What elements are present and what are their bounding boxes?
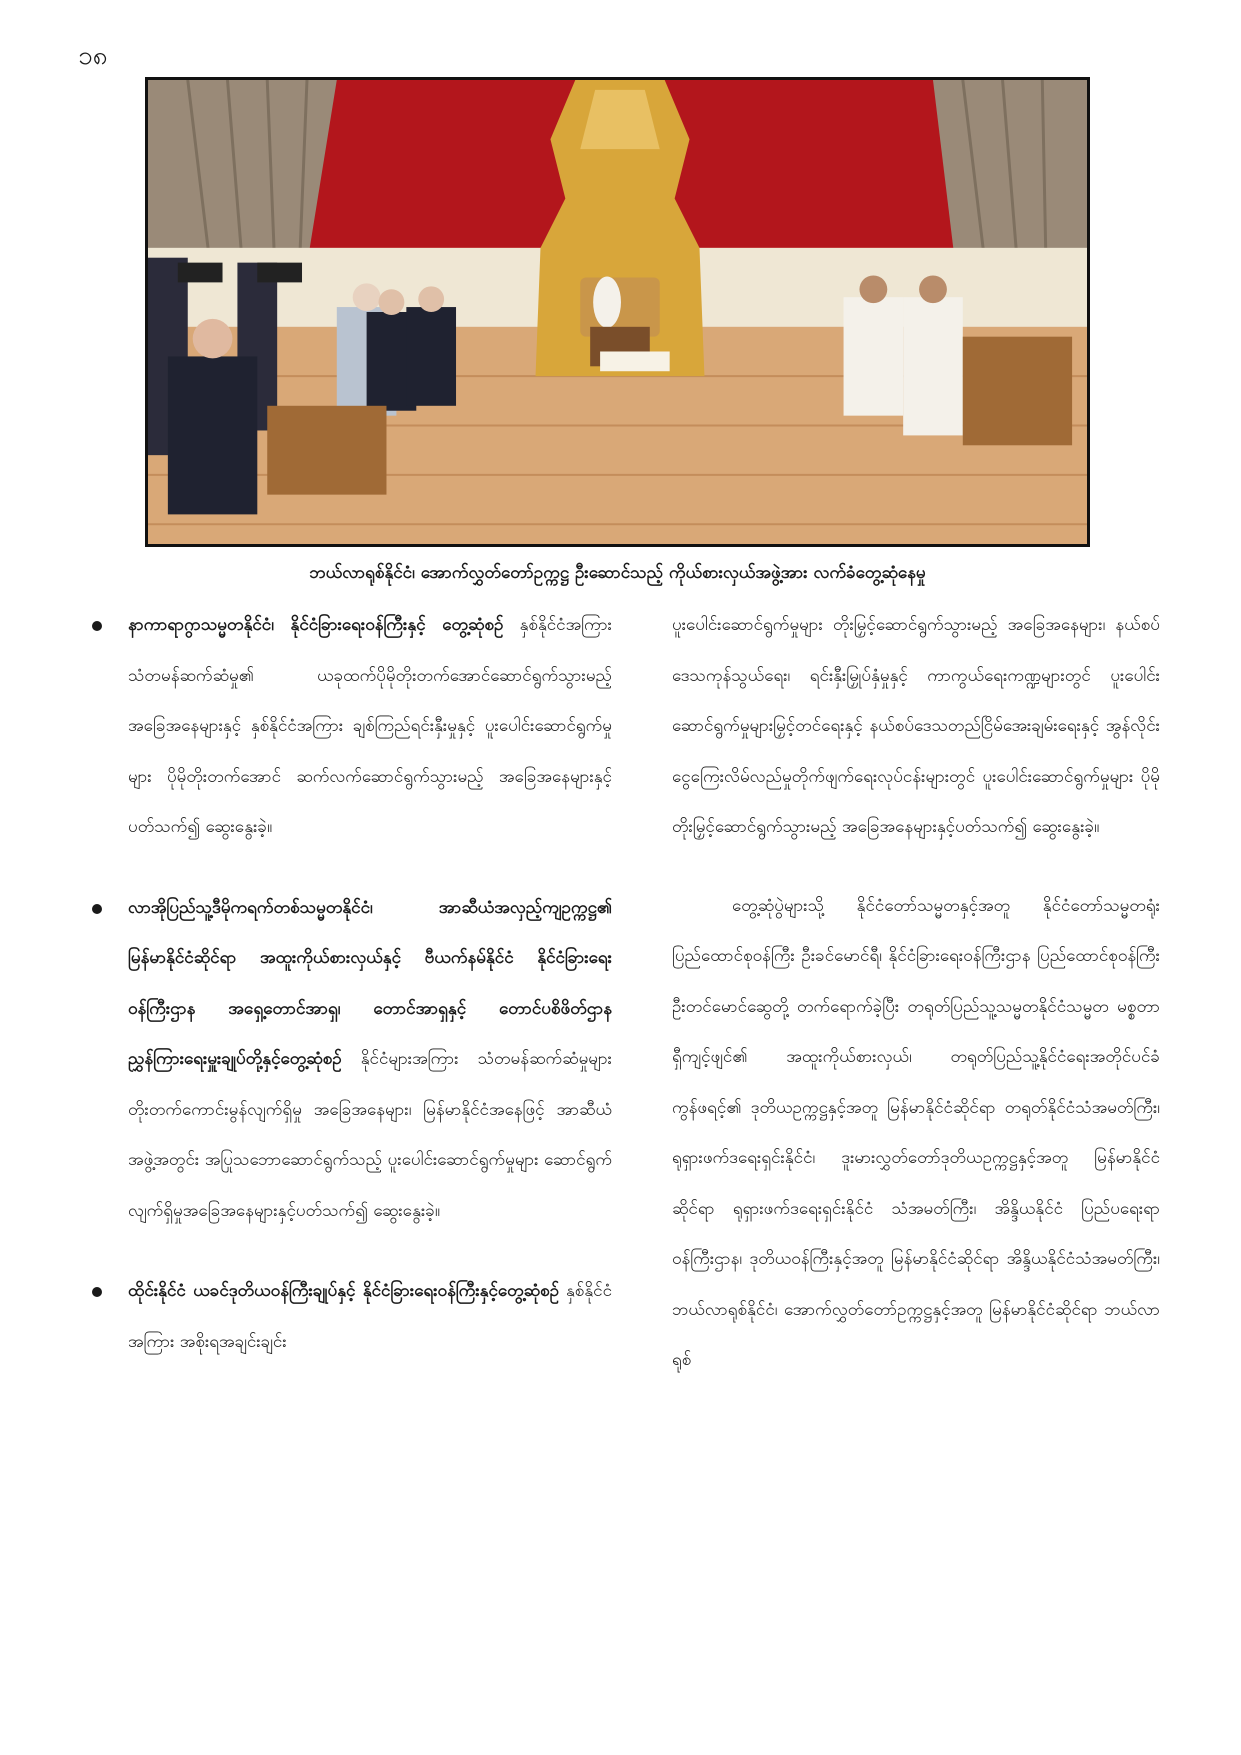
- bullet-dot: [92, 904, 102, 914]
- official-right-1: [844, 297, 904, 415]
- bullet-item-nicaragua: [92, 600, 612, 853]
- paragraph-attendees: တွေ့ဆုံပွဲများသို့ နိုင်ငံတော်သမ္မတနှင့်အတူ နိုင်ငံတော်သမ္မတရုံး ပြည်ထောင်စုဝန်ကြီး ဦးခင်မောင်ရီ၊ နိုင်ငံခြားရေးဝန်ကြီးဌာန ပြည်ထောင်စုဝန်ကြီး ဦးတင်မောင်ဆွေတို့ တက်ရောက်ခဲ့ပြီး တရုတ်ပြည်သူ့သမ္မတနိုင်ငံသမ္မတ မစ္စတာရှီကျင့်ဖျင်၏ အထူးကိုယ်စားလှယ်၊ တရုတ်ပြည်သူ့နိုင်ငံရေးအတိုင်ပင်ခံကွန်ဖရင့်၏ ဒုတိယဥက္ကဋ္ဌနှင့်အတူ မြန်မာနိုင်ငံဆိုင်ရာ တရုတ်နိုင်ငံသံအမတ်ကြီး၊ ရုရှားဖက်ဒရေးရှင်းနိုင်ငံ၊ ဒူးမားလွှတ်တော်ဒုတိယဥက္ကဋ္ဌနှင့်အတူ မြန်မာနိုင်ငံဆိုင်ရာ ရုရှားဖက်ဒရေးရှင်းနိုင်ငံ သံအမတ်ကြီး၊ အိန္ဒိယနိုင်ငံ ပြည်ပရေးရာဝန်ကြီးဌာန၊ ဒုတိယဝန်ကြီးနှင့်အတူ မြန်မာနိုင်ငံဆိုင်ရာ အိန္ဒိယနိုင်ငံသံအမတ်ကြီး၊ ဘယ်လာရုစ်နိုင်ငံ၊ အောက်လွှတ်တော်ဥက္ကဋ္ဌနှင့်အတူ မြန်မာနိုင်ငံဆိုင်ရာ ဘယ်လာရုစ်: [672, 895, 1160, 1370]
- bullet-heading: ထိုင်းနိုင်ငံ ယခင်ဒုတိယဝန်ကြီးချုပ်နှင့် နိုင်ငံခြားရေးဝန်ကြီးနှင့်တွေ့ဆုံစဉ်: [128, 1281, 560, 1301]
- center-table: [600, 351, 670, 371]
- official-right-2: [903, 297, 963, 435]
- president-figure: [593, 276, 621, 327]
- bullet-heading: နာကာရာဂွာသမ္မတနိုင်ငံ၊ နိုင်ငံခြားရေးဝန်ကြီးနှင့် တွေ့ဆုံစဉ်: [128, 615, 504, 635]
- right-chair: [963, 337, 1072, 446]
- meeting-photo-illustration: [148, 80, 1087, 544]
- meeting-photo: [145, 77, 1090, 547]
- page-number: ၁၈: [78, 41, 108, 71]
- bullet-text: နှစ်နိုင်ငံအကြား သံတမန်ဆက်ဆံမှု၏ ယခုထက်ပိုမိုတိုးတက်အောင်ဆောင်ရွက်သွားမည့် အခြေအနေများနှင့် နှစ်နိုင်ငံအကြား ချစ်ကြည်ရင်းနှီးမှုနှင့် ပူးပေါင်းဆောင်ရွက်မှုများ ပိုမိုတိုးတက်အောင် ဆက်လက်ဆောင်ရွက်သွားမည့် အခြေအနေများနှင့်ပတ်သက်၍ ဆွေးနွေးခဲ့။: [128, 615, 612, 837]
- bullet-dot: [92, 621, 102, 631]
- left-chair: [267, 406, 386, 495]
- delegate-front: [168, 356, 257, 514]
- photo-caption: ဘယ်လာရုစ်နိုင်ငံ၊ အောက်လွှတ်တော်ဥက္ကဋ္ဌ ဦးဆောင်သည့် ကိုယ်စားလှယ်အဖွဲ့အား လက်ခံတွေ့ဆုံနေမှု: [309, 563, 926, 583]
- bullet-dot: [92, 1287, 102, 1297]
- bullet-heading: လာအိုပြည်သူ့ဒီမိုကရက်တစ်သမ္မတနိုင်ငံ၊ အာဆီယံအလှည့်ကျဥက္ကဋ္ဌ၏ မြန်မာနိုင်ငံဆိုင်ရာ အထူးကိုယ်စားလှယ်နှင့် ဗီယက်နမ်နိုင်ငံ နိုင်ငံခြားရေးဝန်ကြီးဌာန အရှေ့တောင်အာရှ၊ တောင်အာရှနှင့် တောင်ပစိဖိတ်ဌာနညွှန်ကြားရေးမှူးချုပ်တို့နှင့်တွေ့ဆုံစဉ်: [128, 897, 612, 1069]
- right-column: [672, 600, 1160, 1414]
- bullet-text: နှစ်နိုင်ငံအကြား အစိုးရအချင်းချင်း: [128, 1281, 612, 1352]
- left-column: [92, 600, 612, 1397]
- bullet-text: နိုင်ငံများအကြား သံတမန်ဆက်ဆံမှုများ တိုးတက်ကောင်းမွန်လျက်ရှိမှု အခြေအနေများ၊ မြန်မာနိုင်ငံအနေဖြင့် အာဆီယံအဖွဲ့အတွင်း အပြုသဘောဆောင်ရွက်သည့် ပူးပေါင်းဆောင်ရွက်မှုများ ဆောင်ရွက်လျက်ရှိမှုအခြေအနေများနှင့်ပတ်သက်၍ ဆွေးနွေးခဲ့။: [128, 1049, 612, 1221]
- bullet-item-thailand: [92, 1266, 612, 1367]
- paragraph-continuation: ပူးပေါင်းဆောင်ရွက်မှုများ တိုးမြှင့်ဆောင်ရွက်သွားမည့် အခြေအနေများ၊ နယ်စပ်ဒေသကုန်သွယ်ရေး၊ ရင်းနှီးမြှုပ်နှံမှုနှင့် ကာကွယ်ရေးကဏ္ဍများတွင် ပူးပေါင်းဆောင်ရွက်မှုများမြှင့်တင်ရေးနှင့် နယ်စပ်ဒေသတည်ငြိမ်အေးချမ်းရေးနှင့် အွန်လိုင်းငွေကြေးလိမ်လည်မှုတိုက်ဖျက်ရေးလုပ်ငန်းများတွင် ပူးပေါင်းဆောင်ရွက်မှုများ ပိုမိုတိုးမြှင့်ဆောင်ရွက်သွားမည့် အခြေအနေများနှင့်ပတ်သက်၍ ဆွေးနွေးခဲ့။: [672, 615, 1160, 837]
- bullet-item-laos-vietnam: [92, 883, 612, 1237]
